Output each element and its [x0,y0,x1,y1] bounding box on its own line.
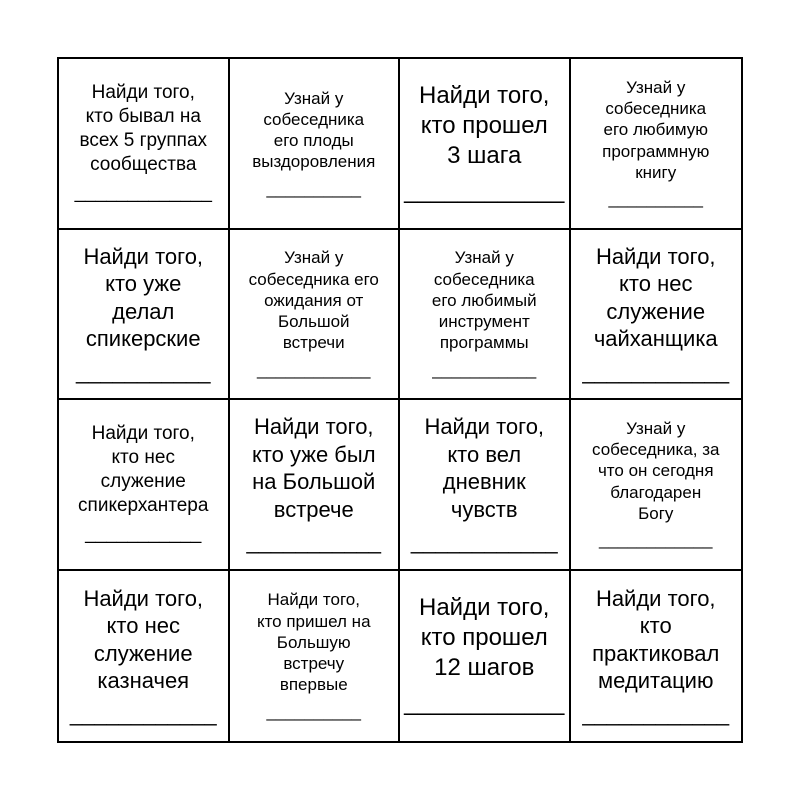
answer-line: ___________ [432,359,537,379]
bingo-cell[interactable] [400,571,571,742]
answer-line: ___________ [75,358,211,384]
bingo-cell[interactable] [571,59,742,230]
bingo-cell[interactable] [230,59,401,230]
answer-line: _____________ [74,182,212,204]
cell-text: Найди того, кто нес служение спикерхантера [78,423,209,516]
cell-text: Узнай у собеседника его любимый инструмент программы [431,248,537,353]
bingo-cell[interactable] [230,571,401,742]
cell-text: Найди того, кто бывал на всех 5 группах сообщества [79,82,208,175]
cell-text: Узнай у собеседника его любимую программную книгу [602,77,710,182]
cell-text: Найди того, кто пришел на Большую встречу впервые [256,590,371,695]
bingo-cell[interactable] [59,571,230,742]
answer-line: ____________ [69,700,217,726]
cell-text: Узнай у собеседника его плоды выздоровления [252,88,376,172]
bingo-cell[interactable] [230,400,401,571]
cell-text: Узнай у собеседника, за что он сегодня благодарен Богу [592,418,720,523]
bingo-board [57,57,743,743]
cell-text: Найди того, кто нес служение казначея [83,585,204,694]
cell-text: Найди того, кто вел дневник чувств [424,414,545,522]
bingo-cell[interactable] [59,59,230,230]
cell-text: Найди того, кто уже был на Большой встрече [251,414,376,522]
answer-line: __________ [608,189,704,209]
bingo-cell[interactable] [571,230,742,401]
bingo-cell[interactable] [59,400,230,571]
cell-text: Найди того, кто нес служение чайханщика [593,243,718,352]
bingo-cell[interactable] [400,230,571,401]
answer-line: ___________ [85,523,202,545]
answer-line: ____________ [257,359,371,379]
cell-text: Найди того, кто прошел 3 шага [419,81,550,169]
answer-line: __________ [266,701,362,721]
bingo-cell[interactable] [400,59,571,230]
bingo-cell[interactable] [571,400,742,571]
answer-line: __________ [266,178,362,198]
answer-line: ____________ [410,529,558,555]
answer-line: ____________ [404,689,565,717]
answer-line: ____________ [404,176,565,204]
answer-line: ____________ [582,358,730,384]
cell-text: Узнай у собеседника его ожидания от Большой встречи [248,248,379,353]
bingo-cell[interactable] [59,230,230,401]
bingo-cell[interactable] [571,571,742,742]
cell-text: Найди того, кто практиковал медитацию [592,585,720,694]
bingo-cell[interactable] [400,400,571,571]
cell-text: Найди того, кто уже делал спикерские [83,243,204,352]
answer-line: ___________ [246,529,382,555]
answer-line: ____________ [599,530,713,550]
cell-text: Найди того, кто прошел 12 шагов [419,594,550,682]
answer-line: ____________ [582,700,730,726]
bingo-cell[interactable] [230,230,401,401]
